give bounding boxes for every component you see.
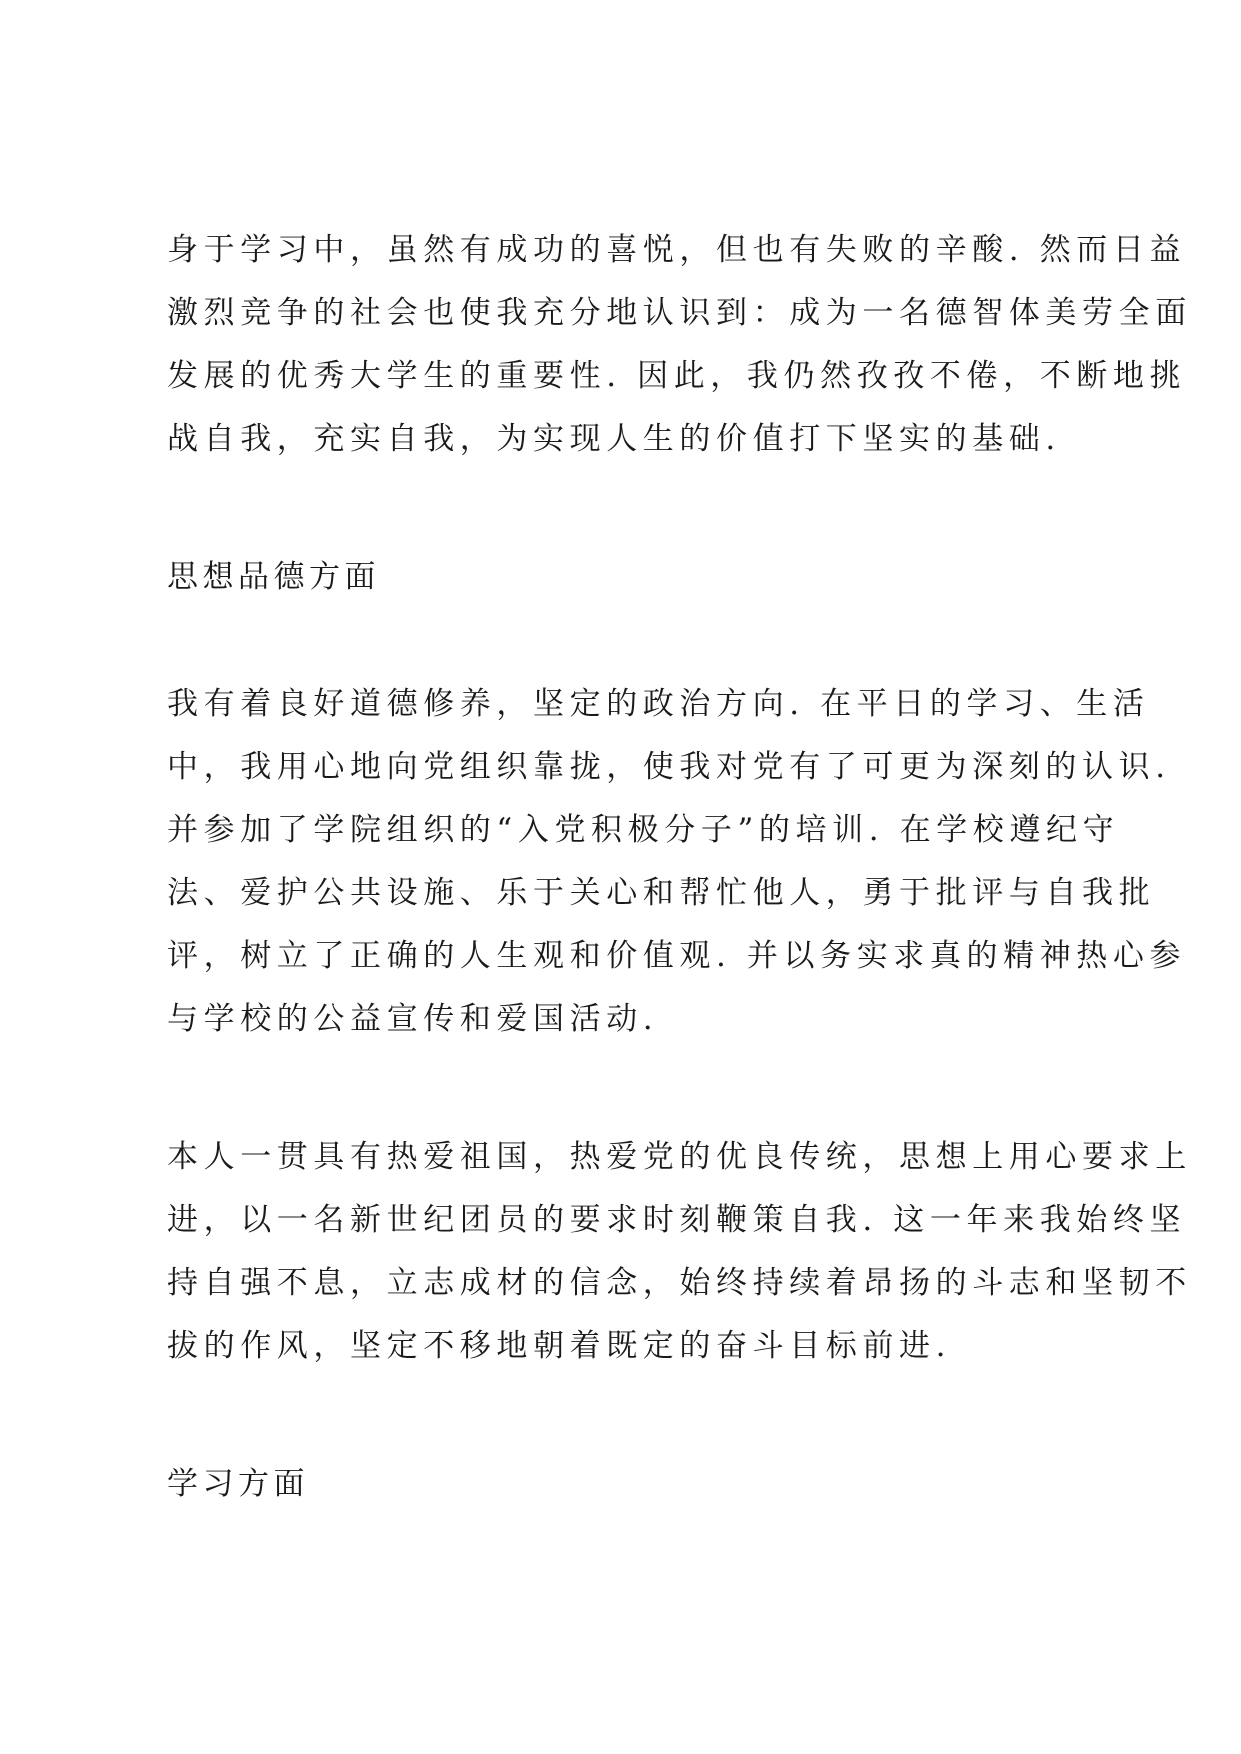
paragraph-line: 评，树立了正确的人生观和价值观. 并以务实求真的精神热心参 <box>167 938 1187 974</box>
paragraph-line: 战自我，充实自我，为实现人生的价值打下坚实的基础. <box>167 421 1061 457</box>
paragraph-line: 并参加了学院组织的“入党积极分子”的培训. 在学校遵纪守 <box>167 812 1120 848</box>
paragraph-line: 法、爱护公共设施、乐于关心和帮忙他人，勇于批评与自我批 <box>167 875 1156 911</box>
paragraph-line: 持自强不息，立志成材的信念，始终持续着昂扬的斗志和坚韧不 <box>167 1265 1192 1301</box>
section-heading: 思想品德方面 <box>167 559 380 595</box>
paragraph-line: 进，以一名新世纪团员的要求时刻鞭策自我. 这一年来我始终坚 <box>167 1202 1187 1238</box>
paragraph-line: 激烈竞争的社会也使我充分地认识到：成为一名德智体美劳全面 <box>167 295 1192 331</box>
paragraph-line: 中，我用心地向党组织靠拢，使我对党有了可更为深刻的认识. <box>167 749 1171 785</box>
paragraph-line: 拔的作风，坚定不移地朝着既定的奋斗目标前进. <box>167 1328 952 1364</box>
paragraph-line: 与学校的公益宣传和爱国活动. <box>167 1001 659 1037</box>
section-heading: 学习方面 <box>167 1466 309 1502</box>
paragraph-line: 身于学习中，虽然有成功的喜悦，但也有失败的辛酸. 然而日益 <box>167 232 1187 268</box>
paragraph-line: 发展的优秀大学生的重要性. 因此，我仍然孜孜不倦，不断地挑 <box>167 358 1187 394</box>
paragraph-line: 本人一贯具有热爱祖国，热爱党的优良传统，思想上用心要求上 <box>167 1139 1192 1175</box>
paragraph-line: 我有着良好道德修养，坚定的政治方向. 在平日的学习、生活 <box>167 686 1150 722</box>
